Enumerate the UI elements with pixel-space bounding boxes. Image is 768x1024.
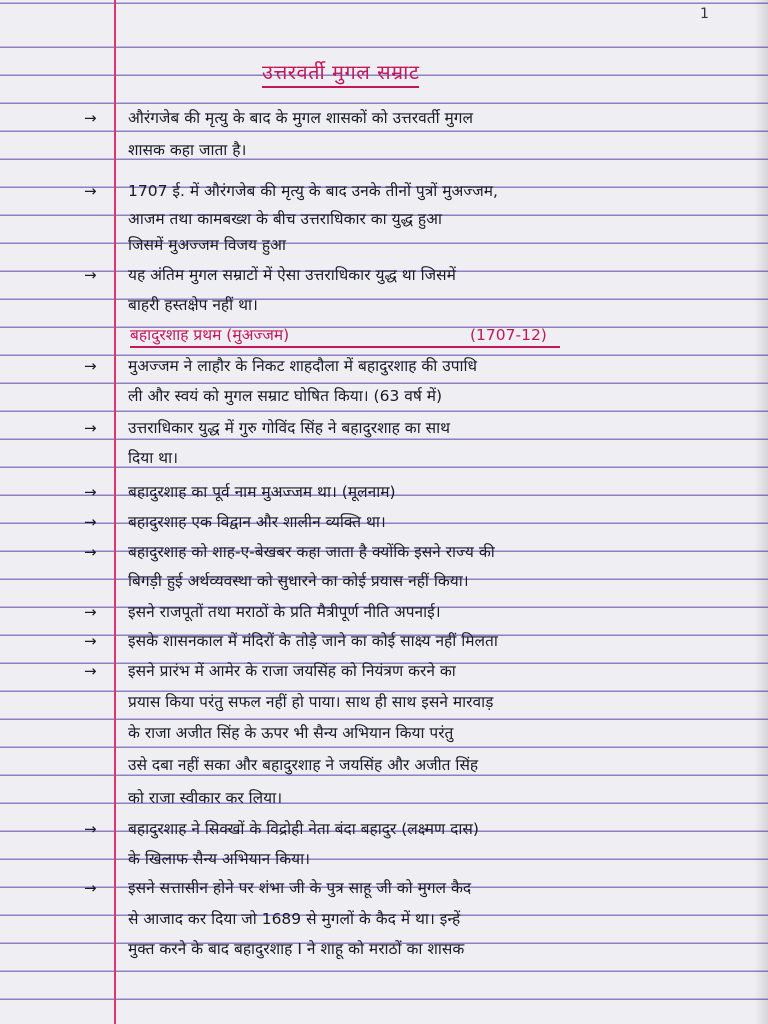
note-line: इसने प्रारंभ में आमेर के राजा जयसिंह को नियंत्रण करने का <box>128 662 456 680</box>
page-number: 1 <box>700 6 709 22</box>
bullet-arrow-icon: → <box>84 879 97 897</box>
note-line: को राजा स्वीकार कर लिया। <box>128 789 283 807</box>
note-line: जिसमें मुअज्जम विजय हुआ <box>128 236 286 254</box>
note-line: प्रयास किया परंतु सफल नहीं हो पाया। साथ ही साथ इसने मारवाड़ <box>128 693 494 711</box>
bullet-arrow-icon: → <box>84 820 97 838</box>
section-heading: बहादुरशाह प्रथम (मुअज्जम) <box>130 326 290 344</box>
note-line: औरंगजेब की मृत्यु के बाद के मुगल शासकों को उत्तरवर्ती मुगल <box>128 109 474 127</box>
bullet-arrow-icon: → <box>84 182 97 200</box>
margin-line <box>114 0 116 1024</box>
bullet-arrow-icon: → <box>84 543 97 561</box>
note-line: के खिलाफ सैन्य अभियान किया। <box>128 850 310 868</box>
bullet-arrow-icon: → <box>84 513 97 531</box>
section-years: (1707-12) <box>470 326 547 344</box>
bullet-arrow-icon: → <box>84 109 97 127</box>
note-line: मुअज्जम ने लाहौर के निकट शाहदौला में बहादुरशाह की उपाधि <box>128 357 478 375</box>
note-line: आजम तथा कामबख्श के बीच उत्तराधिकार का युद्ध हुआ <box>128 210 442 228</box>
note-line: उसे दबा नहीं सका और बहादुरशाह ने जयसिंह और अजीत सिंह <box>128 756 479 774</box>
note-line: बहादुरशाह को शाह-ए-बेखबर कहा जाता है क्योंकि इसने राज्य की <box>128 543 495 561</box>
note-line: इसने सत्तासीन होने पर शंभा जी के पुत्र साहू जी को मुगल कैद <box>128 879 472 897</box>
note-line: बहादुरशाह एक विद्वान और शालीन व्यक्ति था। <box>128 513 386 531</box>
bullet-arrow-icon: → <box>84 266 97 284</box>
bullet-arrow-icon: → <box>84 357 97 375</box>
note-line: इसने राजपूतों तथा मराठों के प्रति मैत्रीपूर्ण नीति अपनाई। <box>128 603 441 621</box>
bullet-arrow-icon: → <box>84 419 97 437</box>
bullet-arrow-icon: → <box>84 483 97 501</box>
note-line: बाहरी हस्तक्षेप नहीं था। <box>128 296 258 314</box>
note-line: इसके शासनकाल में मंदिरों के तोड़े जाने का कोई साक्ष्य नहीं मिलता <box>128 632 498 650</box>
note-line: बिगड़ी हुई अर्थव्यवस्था को सुधारने का कोई प्रयास नहीं किया। <box>128 572 469 590</box>
note-line: उत्तराधिकार युद्ध में गुरु गोविंद सिंह ने बहादुरशाह का साथ <box>128 419 451 437</box>
note-line: से आजाद कर दिया जो 1689 से मुगलों के कैद में था। इन्हें <box>128 910 461 928</box>
note-line: शासक कहा जाता है। <box>128 141 247 159</box>
note-line: ली और स्वयं को मुगल सम्राट घोषित किया। (63 वर्ष में) <box>128 387 443 405</box>
note-line: दिया था। <box>128 449 178 467</box>
note-line: के राजा अजीत सिंह के ऊपर भी सैन्य अभियान किया परंतु <box>128 724 454 742</box>
bullet-arrow-icon: → <box>84 662 97 680</box>
note-line: 1707 ई. में औरंगजेब की मृत्यु के बाद उनके तीनों पुत्रों मुअज्जम, <box>128 182 498 200</box>
note-line: बहादुरशाह का पूर्व नाम मुअज्जम था। (मूलनाम) <box>128 483 396 501</box>
section-heading-underline <box>130 346 560 348</box>
page-title: उत्तरवर्ती मुगल सम्राट <box>262 58 419 88</box>
page-edge-shadow <box>754 0 768 1024</box>
bullet-arrow-icon: → <box>84 603 97 621</box>
bullet-arrow-icon: → <box>84 632 97 650</box>
note-line: यह अंतिम मुगल सम्राटों में ऐसा उत्तराधिकार युद्ध था जिसमें <box>128 266 456 284</box>
note-line: मुक्त करने के बाद बहादुरशाह I ने शाहू को मराठों का शासक <box>128 940 465 958</box>
note-line: बहादुरशाह ने सिक्खों के विद्रोही नेता बंदा बहादुर (लक्ष्मण दास) <box>128 820 479 838</box>
